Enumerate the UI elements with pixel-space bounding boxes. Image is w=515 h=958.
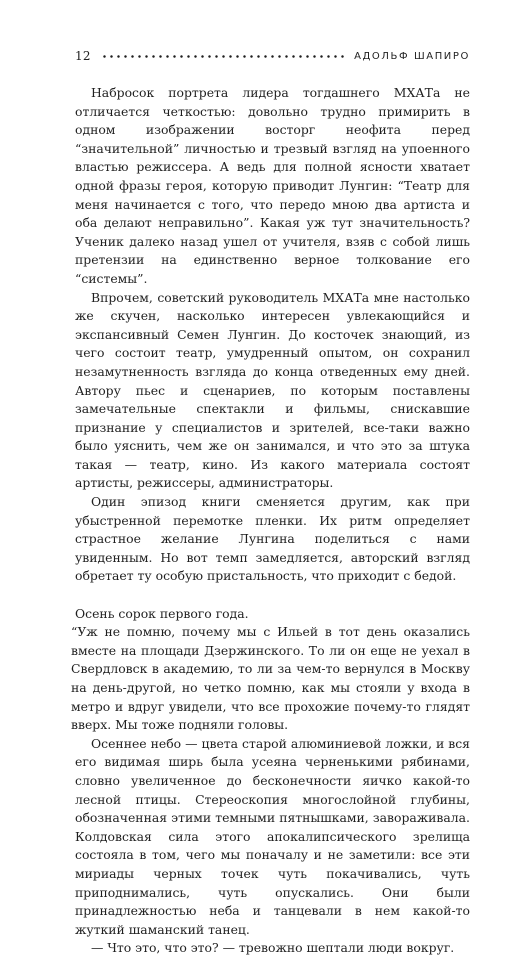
page-number: 12 — [75, 49, 91, 63]
section-break — [75, 586, 470, 605]
paragraph: Осеннее небо — цвета старой алюминиевой ложки, и вся его видимая ширь была усеяна черненькими рябинами, словно увеличенное до бесконечности яичко какой-то лесной птицы. Стереоскопия многослойной глубины, обозначенная этими темными пятнышками, завораживала. Колдовская сила этого апокалипсического зрелища состояла в том, чего мы поначалу и не заметили: все эти мириады черных точек чуть покачивались, чуть приподнимались, чуть опускались. Они были принадлежностью неба и танцевали в нем какой-то жуткий шаманский танец. — [75, 735, 470, 937]
section-opening-line: Осень сорок первого года. — [75, 605, 249, 621]
dialogue-line: — Что это, что это? — тревожно шептали люди вокруг. — [91, 940, 455, 956]
main-text — [71, 84, 470, 958]
paragraph: Впрочем, советский руководитель МХАТа мне настолько же скучен, насколько интересен увлекающийся и экспансивный Семен Лунгин. До косточек знающий, из чего состоит театр, умудренный опытом, он сохранил незамутненность взгляда до конца отведенных ему дней. Автору пьес и сценариев, по которым поставлены замечательные спектакли и фильмы, снискавшие признание у специалистов и зрителей, все-таки важно было уяснить, чем же он занимался, и что это за штука такая — театр, кино. Из какого материала состоят артисты, режиссеры, администраторы. — [75, 289, 470, 491]
running-header — [75, 48, 470, 64]
quotation-paragraph: “Уж не помню, почему мы с Ильей в тот день оказались вместе на площади Дзержинского. То ли он еще не уехал в Свердловск в академию, то ли за чем-то вернулся в Москву на день-другой, но четко помню, как мы стояли у входа в метро и вдруг увидели, что все прохожие почему-то глядят вверх. Мы тоже подняли головы. — [71, 624, 470, 733]
dotted-rule — [101, 55, 346, 58]
paragraph: Один эпизод книги сменяется другим, как при убыстренной перемотке пленки. Их ритм определяет страстное желание Лунгина поделиться с нами увиденным. Но вот темп замедляется, авторский взгляд обретает ту особую пристальность, что приходит с бедой. — [75, 494, 470, 584]
paragraph: Набросок портрета лидера тогдашнего МХАТа не отличается четкостью: довольно трудно примирить в одном изображении восторг неофита перед “значительной” личностью и трезвый взгляд на упоенного властью режиссера. А ведь для полной ясности хватает одной фразы героя, которую приводит Лунгин: “Театр для меня начинается с того, что передо мною два артиста и оба делают неправильно”. Какая уж тут значительность? Ученик далеко назад ушел от учителя, взяв с собой лишь претензии на единственно верное толкование его “системы”. — [75, 85, 470, 286]
running-head-author: АДОЛЬФ ШАПИРО — [354, 50, 470, 62]
